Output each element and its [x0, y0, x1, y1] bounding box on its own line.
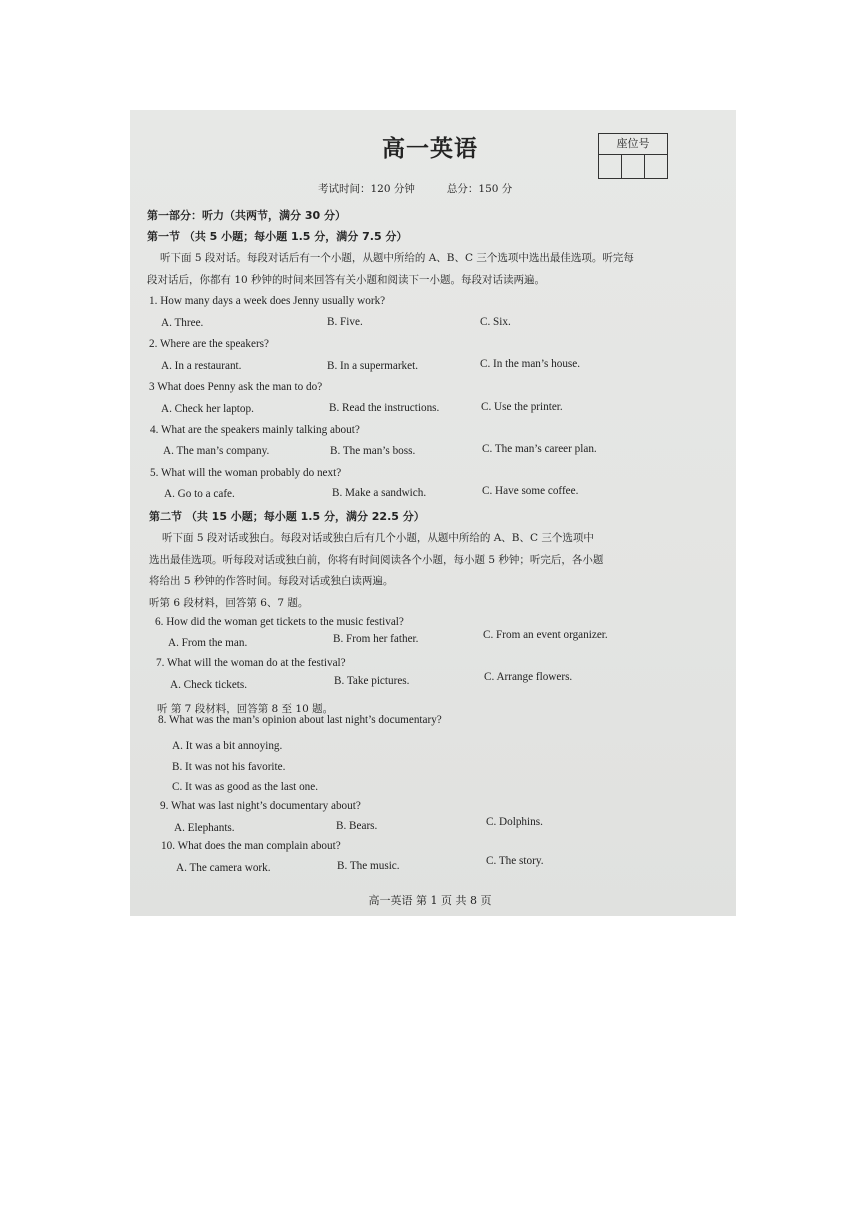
- page-title: 高一英语: [382, 135, 478, 162]
- exam-time: 考试时间：120 分钟: [318, 183, 415, 195]
- question-stem: 1. How many days a week does Jenny usually work?: [149, 295, 386, 307]
- option-c: C. The story.: [486, 855, 544, 867]
- exam-info: [318, 181, 512, 196]
- material-7-note: 听 第 7 段材料，回答第 8 至 10 题。: [157, 703, 334, 715]
- part1-heading: 第一部分：听力（共两节，满分 30 分）: [147, 209, 346, 222]
- option-c: C. From an event organizer.: [483, 629, 608, 641]
- section1-instruction-line: 听下面 5 段对话。每段对话后有一个小题，从题中所给的 A、B、C 三个选项中选出最佳选项。听完每: [160, 252, 634, 264]
- seat-number-box: [598, 133, 668, 179]
- option-a: A. From the man.: [168, 637, 248, 649]
- option-c: C. Arrange flowers.: [484, 671, 573, 683]
- option-c: C. Dolphins.: [486, 816, 543, 828]
- option-a: A. The camera work.: [176, 862, 271, 874]
- option-a: A. Check her laptop.: [161, 403, 254, 415]
- option-a: A. The man’s company.: [163, 445, 270, 457]
- seat-number-label: 座位号: [599, 134, 667, 155]
- total-score: 总分：150 分: [446, 183, 513, 195]
- option-c: C. It was as good as the last one.: [172, 781, 319, 793]
- option-a: A. Elephants.: [174, 822, 235, 834]
- section2-instruction-line: 听下面 5 段对话或独白。每段对话或独白后有几个小题，从题中所给的 A、B、C 三个选项中: [162, 532, 594, 544]
- question-stem: 4. What are the speakers mainly talking about?: [150, 424, 360, 436]
- exam-page: [130, 110, 736, 916]
- option-a: A. Go to a cafe.: [164, 488, 235, 500]
- question-stem: 7. What will the woman do at the festival?: [156, 657, 346, 669]
- seat-number-cell: [599, 155, 622, 178]
- option-a: A. It was a bit annoying.: [172, 740, 283, 752]
- option-b: B. It was not his favorite.: [172, 761, 286, 773]
- option-a: A. Three.: [161, 317, 204, 329]
- section1-heading: 第一节 （共 5 小题；每小题 1.5 分，满分 7.5 分）: [147, 230, 408, 243]
- option-b: B. From her father.: [333, 633, 419, 645]
- question-stem: 10. What does the man complain about?: [161, 840, 341, 852]
- question-stem: 9. What was last night’s documentary about?: [160, 800, 361, 812]
- option-b: B. Bears.: [336, 820, 378, 832]
- section2-heading: 第二节 （共 15 小题；每小题 1.5 分，满分 22.5 分）: [149, 510, 425, 523]
- question-stem: 8. What was the man’s opinion about last night’s documentary?: [158, 714, 442, 726]
- option-c: C. Have some coffee.: [482, 485, 579, 497]
- section1-instruction-line: 段对话后，你都有 10 秒钟的时间来回答有关小题和阅读下一小题。每段对话读两遍。: [147, 274, 546, 286]
- option-b: B. Read the instructions.: [329, 402, 440, 414]
- section2-instruction-line: 将给出 5 秒钟的作答时间。每段对话或独白读两遍。: [149, 575, 394, 587]
- option-b: B. In a supermarket.: [327, 360, 419, 372]
- material-6-note: 听第 6 段材料，回答第 6、7 题。: [149, 597, 309, 609]
- question-stem: 5. What will the woman probably do next?: [150, 467, 342, 479]
- option-a: A. Check tickets.: [170, 679, 248, 691]
- option-b: B. The man’s boss.: [330, 445, 416, 457]
- section2-instruction-line: 选出最佳选项。听每段对话或独白前，你将有时间阅读各个小题，每小题 5 秒钟；听完后，各小题: [149, 554, 604, 566]
- option-b: B. Make a sandwich.: [332, 487, 427, 499]
- option-c: C. Use the printer.: [481, 401, 563, 413]
- question-stem: 3 What does Penny ask the man to do?: [149, 381, 323, 393]
- option-c: C. The man’s career plan.: [482, 443, 597, 455]
- question-stem: 2. Where are the speakers?: [149, 338, 269, 350]
- option-b: B. Five.: [327, 316, 363, 328]
- seat-number-cell: [622, 155, 645, 178]
- option-a: A. In a restaurant.: [161, 360, 242, 372]
- option-b: B. Take pictures.: [334, 675, 410, 687]
- page-footer: 高一英语 第 1 页 共 8 页: [368, 894, 492, 907]
- question-stem: 6. How did the woman get tickets to the music festival?: [155, 616, 404, 628]
- option-c: C. Six.: [480, 316, 511, 328]
- option-b: B. The music.: [337, 860, 400, 872]
- option-c: C. In the man’s house.: [480, 358, 581, 370]
